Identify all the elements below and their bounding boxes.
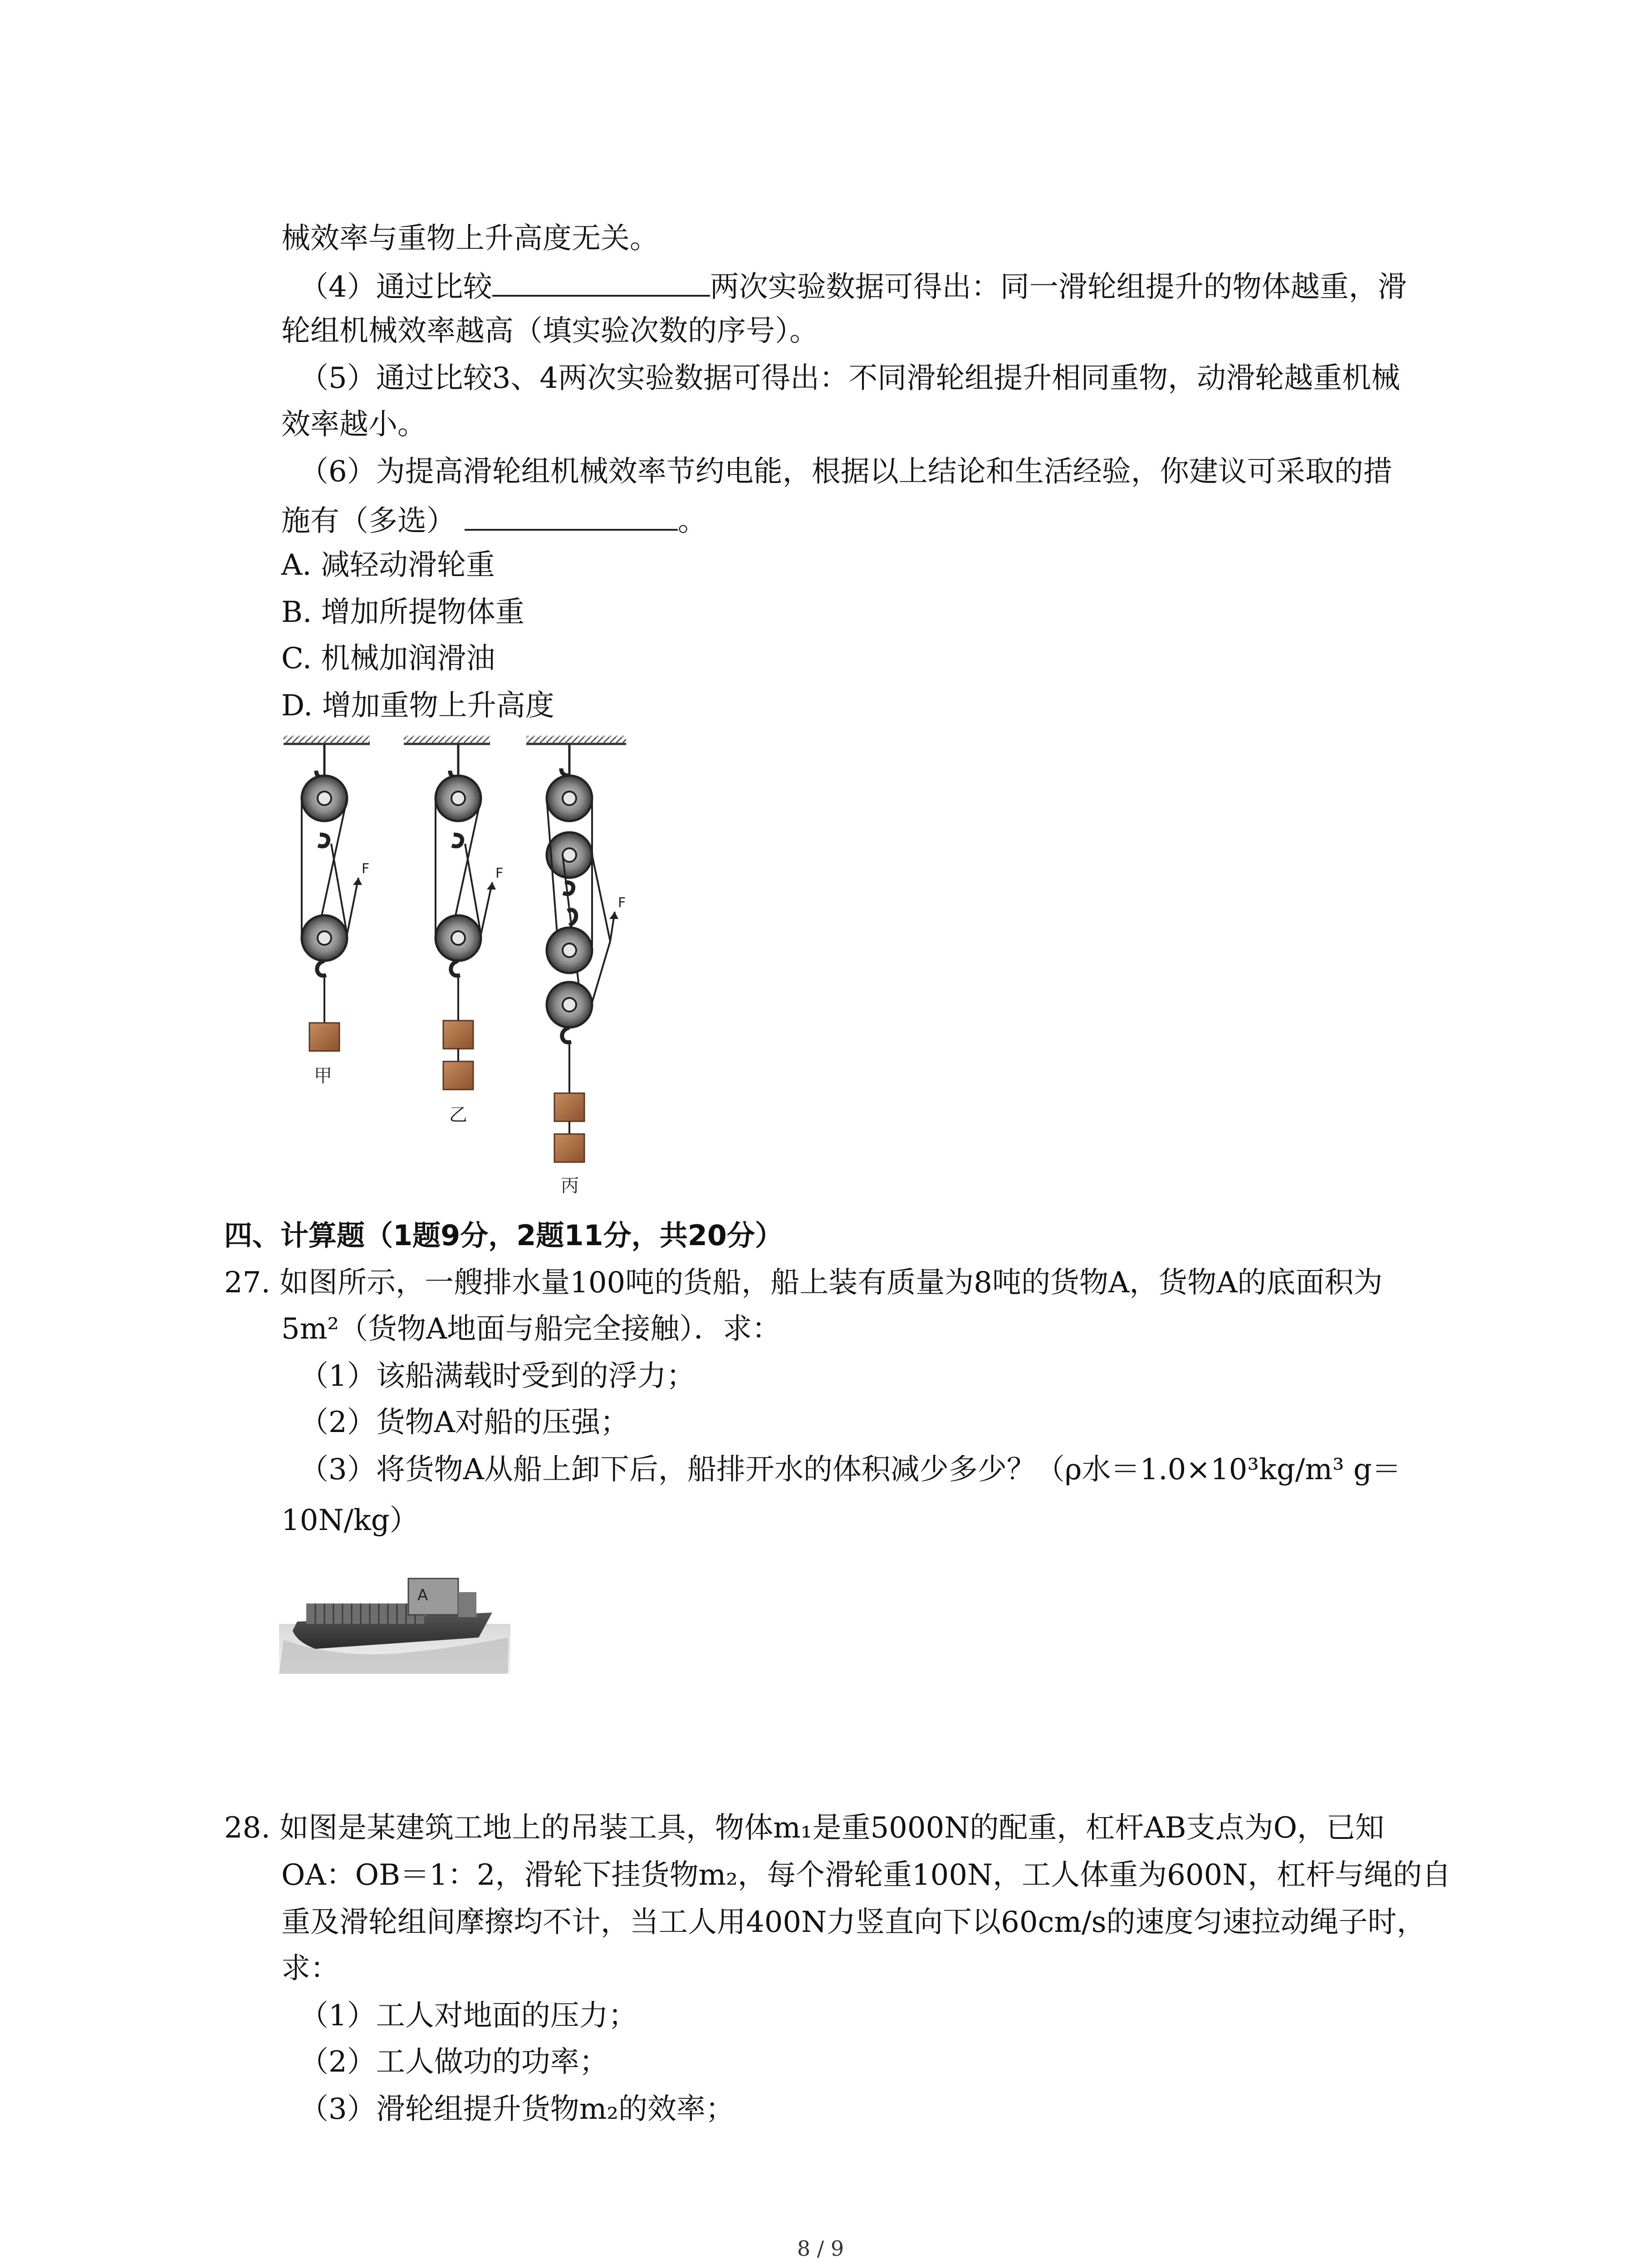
question-27-line: 10N/kg）: [281, 1504, 419, 1537]
cargo-ship-image: [279, 1560, 510, 1674]
weight-block: [443, 1061, 473, 1090]
option-d: D. 增加重物上升高度: [281, 689, 554, 723]
figure-caption-yi: 乙: [449, 1105, 467, 1125]
weight-block: [554, 1093, 584, 1121]
force-label: F: [495, 865, 504, 881]
pulley-system-yi: [404, 736, 503, 1090]
pulley-system-jia: [284, 736, 370, 1051]
pulley-system-bing: [526, 736, 626, 1162]
pulley-figure: [272, 730, 644, 1202]
question-6-line: （6）为提高滑轮组机械效率节约电能，根据以上结论和生活经验，你建议可采取的措: [299, 455, 1392, 489]
question-28-sub-2: （2）工人做功的功率；: [299, 2045, 608, 2079]
text-fragment: （4）通过比较: [299, 270, 492, 304]
option-b: B. 增加所提物体重: [281, 596, 524, 629]
figure-caption-jia: 甲: [314, 1066, 332, 1086]
answer-blank-6[interactable]: [465, 501, 678, 531]
question-28-line: 求：: [281, 1952, 339, 1985]
text-fragment: 。: [678, 504, 707, 538]
question-6-line-2: [281, 501, 707, 539]
text-fragment: 施有（多选）: [281, 504, 456, 538]
text-line: 轮组机械效率越高（填实验次数的序号）。: [281, 314, 818, 348]
question-28-sub-1: （1）工人对地面的压力；: [299, 1999, 637, 2033]
question-28-sub-3: （3）滑轮组提升货物m₂的效率；: [299, 2092, 735, 2126]
weight-block: [309, 1023, 339, 1051]
cargo-label: A: [417, 1586, 428, 1604]
question-27-sub-3: （3）将货物A从船上卸下后，船排开水的体积减少多少？（ρ水＝1.0×10³kg/m³ g＝: [299, 1453, 1401, 1486]
question-4-line: [299, 267, 1407, 305]
question-5-line: （5）通过比较3、4两次实验数据可得出：不同滑轮组提升相同重物，动滑轮越重机械: [299, 362, 1401, 395]
weight-block: [554, 1134, 584, 1162]
question-27-line: 5m²（货物A地面与船完全接触）．求：: [281, 1312, 781, 1346]
force-label: F: [362, 861, 370, 877]
force-label: F: [618, 895, 626, 911]
option-a: A. 减轻动滑轮重: [281, 548, 495, 582]
question-27-sub-2: （2）货物A对船的压强；: [299, 1406, 629, 1439]
text-line: 效率越小。: [281, 408, 426, 441]
section-title: 四、计算题（1题9分，2题11分，共20分）: [224, 1219, 783, 1252]
weight-block: [443, 1021, 473, 1049]
question-27-sub-1: （1）该船满载时受到的浮力；: [299, 1359, 696, 1393]
question-28-line: OA：OB＝1：2，滑轮下挂货物m₂，每个滑轮重100N，工人体重为600N，杠杆与绳的自: [281, 1858, 1451, 1892]
option-c: C. 机械加润滑油: [281, 642, 495, 675]
question-28-line: 重及滑轮组间摩擦均不计，当工人用400N力竖直向下以60cm/s的速度匀速拉动绳子时，: [281, 1906, 1426, 1939]
page-number: 8 / 9: [797, 2236, 844, 2261]
text-fragment: 两次实验数据可得出：同一滑轮组提升的物体越重，滑: [710, 270, 1407, 304]
question-28-line: 28. 如图是某建筑工地上的吊装工具，物体m₁是重5000N的配重，杠杆AB支点为O，已知: [224, 1811, 1385, 1845]
question-27-line: 27. 如图所示，一艘排水量100吨的货船，船上装有质量为8吨的货物A，货物A的底面积为: [224, 1266, 1383, 1300]
figure-caption-bing: 丙: [561, 1175, 579, 1196]
cargo-a: [408, 1579, 458, 1615]
answer-blank-4[interactable]: [492, 267, 710, 297]
text-line: 械效率与重物上升高度无关。: [281, 222, 659, 255]
